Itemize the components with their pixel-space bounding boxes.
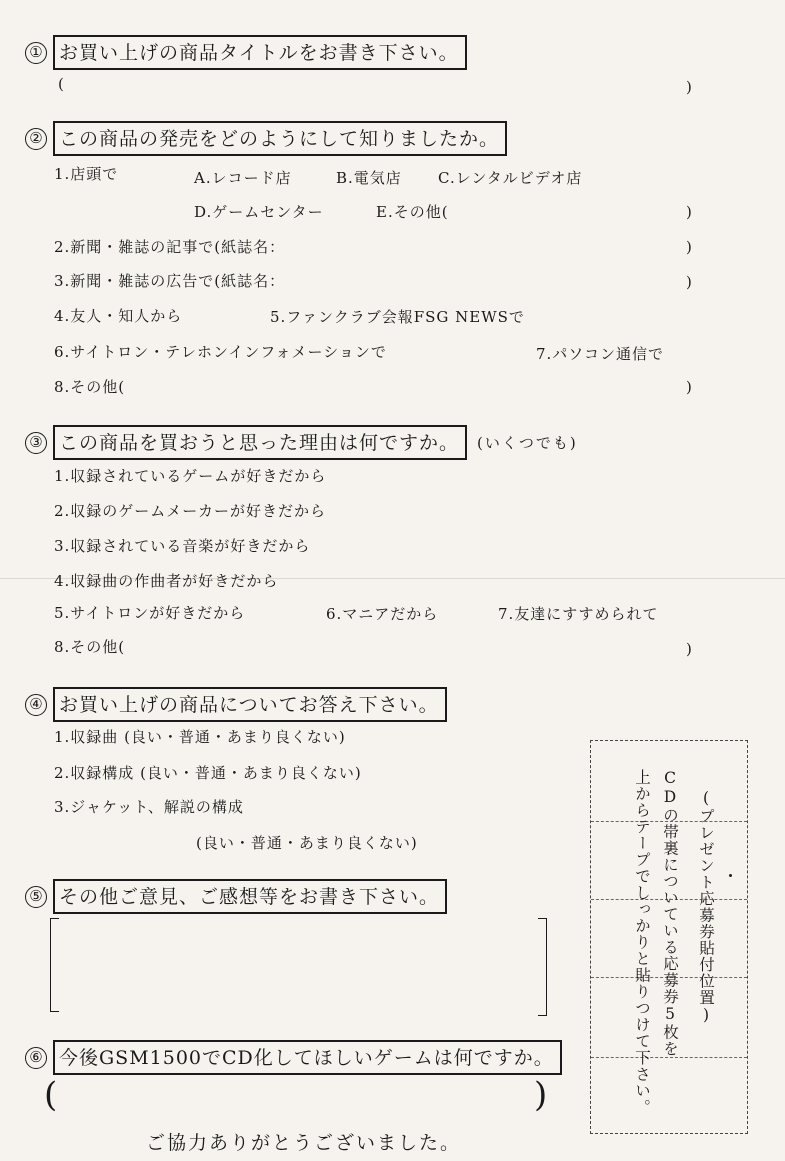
q2-option-8[interactable]: 8.その他( bbox=[54, 378, 126, 396]
question-2-title: この商品の発売をどのようにして知りましたか。 bbox=[53, 121, 507, 156]
question-4-number: ④ bbox=[25, 694, 47, 716]
q2-option-1e-close: ) bbox=[686, 203, 692, 221]
q2-option-6[interactable]: 6.サイトロン・テレホンインフォメーションで bbox=[54, 343, 387, 361]
question-6-number: ⑥ bbox=[25, 1047, 47, 1069]
q2-option-1e[interactable]: E.その他( bbox=[376, 203, 449, 221]
q3-option-5[interactable]: 5.サイトロンが好きだから bbox=[54, 604, 246, 622]
q2-option-3[interactable]: 3.新聞・雑誌の広告で(紙誌名： bbox=[54, 272, 286, 290]
q5-bracket-right bbox=[538, 918, 547, 1016]
q3-option-1[interactable]: 1.収録されているゲームが好きだから bbox=[54, 467, 327, 485]
q4-option-2[interactable]: 2.収録構成 (良い・普通・あまり良くない) bbox=[54, 764, 362, 782]
q2-option-3-close: ) bbox=[686, 273, 692, 291]
question-2-header bbox=[25, 121, 507, 156]
q5-answer-area[interactable] bbox=[60, 922, 536, 1010]
question-5-title: その他ご意見、ご感想等をお書き下さい。 bbox=[53, 879, 447, 914]
stamp-instruction-line-2: 上からテープでしっかりと貼りつけて下さい。 bbox=[633, 769, 651, 1116]
q4-option-3-rating[interactable]: (良い・普通・あまり良くない) bbox=[196, 834, 418, 852]
q3-option-4[interactable]: 4.収録曲の作曲者が好きだから bbox=[54, 572, 279, 590]
q3-option-6[interactable]: 6.マニアだから bbox=[326, 605, 439, 623]
stamp-attach-area bbox=[590, 740, 748, 1134]
question-1-number: ① bbox=[25, 42, 47, 64]
q4-option-3[interactable]: 3.ジャケット、解説の構成 bbox=[54, 798, 244, 816]
stamp-heading: (プレゼント応募券貼付位置) bbox=[697, 789, 715, 1025]
q2-option-4[interactable]: 4.友人・知人から bbox=[54, 307, 183, 325]
question-5-header bbox=[25, 879, 447, 914]
q6-answer-close-paren: ) bbox=[534, 1075, 548, 1115]
q3-option-2[interactable]: 2.収録のゲームメーカーが好きだから bbox=[54, 502, 327, 520]
question-3-title: この商品を買おうと思った理由は何ですか。 bbox=[53, 425, 467, 460]
q3-option-8[interactable]: 8.その他( bbox=[54, 638, 126, 656]
question-4-title: お買い上げの商品についてお答え下さい。 bbox=[53, 687, 447, 722]
q2-option-1c[interactable]: C.レンタルビデオ店 bbox=[438, 169, 583, 187]
question-3-header bbox=[25, 425, 578, 460]
q2-option-1b[interactable]: B.電気店 bbox=[336, 169, 402, 187]
q3-option-8-close: ) bbox=[686, 640, 692, 658]
q2-option-7[interactable]: 7.パソコン通信で bbox=[536, 345, 665, 363]
question-1-title: お買い上げの商品タイトルをお書き下さい。 bbox=[53, 35, 467, 70]
question-2-number: ② bbox=[25, 128, 47, 150]
q1-answer-close-paren: ) bbox=[686, 78, 692, 96]
question-5-number: ⑤ bbox=[25, 886, 47, 908]
q2-option-2-close: ) bbox=[686, 238, 692, 256]
q2-option-1a[interactable]: A.レコード店 bbox=[194, 169, 292, 187]
question-3-note: (いくつでも) bbox=[477, 434, 578, 452]
question-6-title: 今後GSM1500でCD化してほしいゲームは何ですか。 bbox=[53, 1040, 562, 1075]
q2-option-8-close: ) bbox=[686, 378, 692, 396]
stamp-instruction-line-1: CDの帯裏についている応募券5枚を bbox=[661, 769, 679, 1057]
q6-answer-open-paren: ( bbox=[44, 1075, 58, 1115]
q2-option-5[interactable]: 5.ファンクラブ会報FSG NEWSで bbox=[270, 308, 525, 326]
stamp-marker-dot bbox=[729, 874, 732, 877]
q5-bracket-left bbox=[50, 918, 59, 1012]
q6-answer-area[interactable] bbox=[66, 1082, 526, 1118]
q2-option-2[interactable]: 2.新聞・雑誌の記事で(紙誌名： bbox=[54, 238, 286, 256]
q2-option-1[interactable]: 1.店頭で bbox=[54, 165, 119, 183]
q3-option-7[interactable]: 7.友達にすすめられて bbox=[498, 605, 659, 623]
question-3-number: ③ bbox=[25, 432, 47, 454]
question-4-header bbox=[25, 687, 447, 722]
question-1-header bbox=[25, 35, 467, 70]
q4-option-1[interactable]: 1.収録曲 (良い・普通・あまり良くない) bbox=[54, 728, 346, 746]
closing-message: ご協力ありがとうございました。 bbox=[146, 1132, 462, 1154]
question-6-header bbox=[25, 1040, 562, 1075]
q2-option-1d[interactable]: D.ゲームセンター bbox=[194, 203, 324, 221]
q3-option-3[interactable]: 3.収録されている音楽が好きだから bbox=[54, 537, 311, 555]
q1-answer-open-paren: ( bbox=[58, 75, 64, 93]
